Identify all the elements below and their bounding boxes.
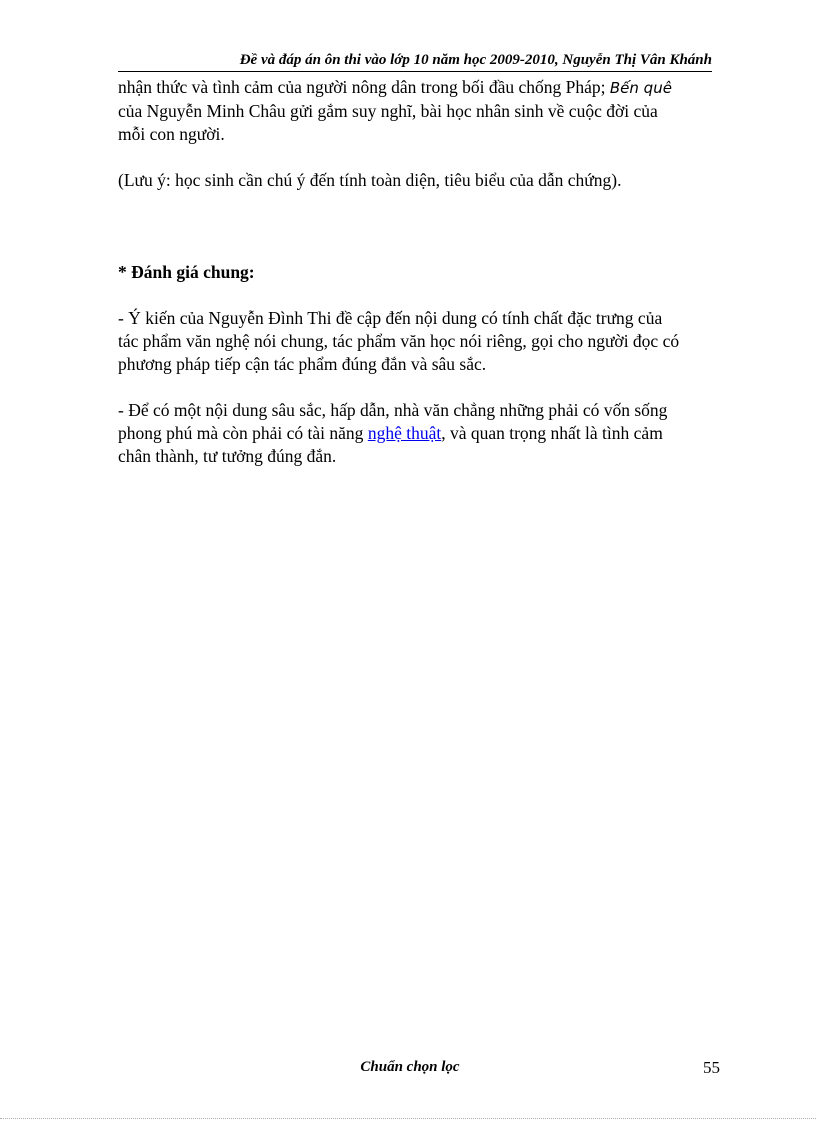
paragraph-line: tác phẩm văn nghệ nói chung, tác phẩm văn học nói riêng, gọi cho người đọc có (118, 331, 680, 351)
paragraph-line: phương pháp tiếp cận tác phẩm đúng đắn và sâu sắc. (118, 354, 487, 374)
note-line: (Lưu ý: học sinh cần chú ý đến tính toàn diện, tiêu biểu của dẫn chứng). (118, 170, 622, 190)
paragraph-line: của Nguyễn Minh Châu gửi gắm suy nghĩ, bài học nhân sinh về cuộc đời của (118, 101, 658, 121)
paragraph-line (118, 422, 718, 445)
paragraph-line: mỗi con người. (118, 124, 225, 144)
paragraph-line: - Ý kiến của Nguyễn Đình Thi đề cập đến nội dung có tính chất đặc trưng của (118, 308, 663, 328)
section-heading: * Đánh giá chung: (118, 262, 255, 282)
paragraph-line (118, 76, 718, 100)
text-span: phong phú mà còn phải có tài năng (118, 423, 368, 443)
text-span: , và quan trọng nhất là tình cảm (441, 423, 663, 443)
page-header: Đề và đáp án ôn thi vào lớp 10 năm học 2009-2010, Nguyễn Thị Vân Khánh (118, 50, 712, 72)
text-span: nhận thức và tình cảm của người nông dân trong bối đầu chống Pháp; (118, 77, 610, 97)
footer-divider (0, 1118, 816, 1119)
page-number: 55 (703, 1058, 720, 1077)
document-body (118, 76, 718, 468)
paragraph-line: chân thành, tư tưởng đúng đắn. (118, 446, 337, 466)
italic-title: Bến quê (609, 79, 672, 97)
footer-text: Chuẩn chọn lọc (360, 1059, 460, 1075)
paragraph-line: - Để có một nội dung sâu sắc, hấp dẫn, nhà văn chẳng những phải có vốn sống (118, 400, 668, 420)
hyperlink-nghe-thuat[interactable]: nghệ thuật (367, 423, 442, 443)
